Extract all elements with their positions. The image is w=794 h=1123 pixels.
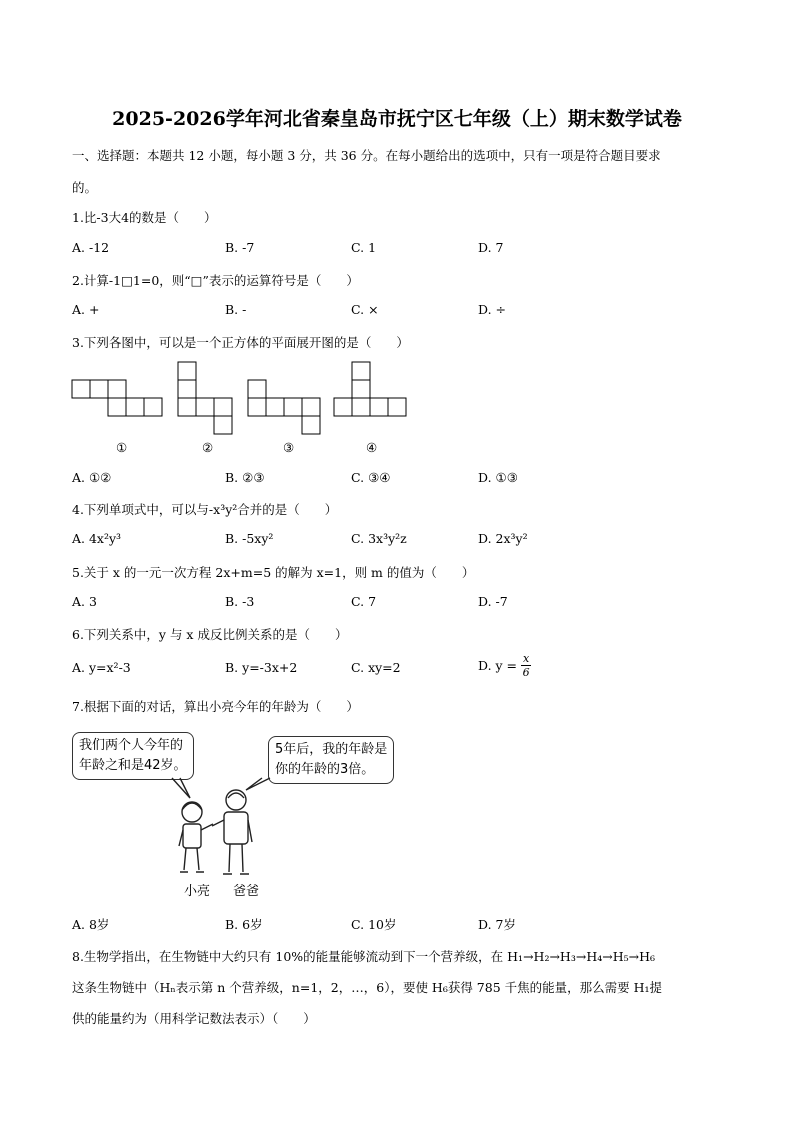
- question-5: 5.关于 x 的一元一次方程 2x+m=5 的解为 x=1，则 m 的值为（ ）: [72, 565, 475, 580]
- fraction-denominator: 6: [522, 666, 530, 679]
- net-label-3: ③: [283, 440, 295, 455]
- question-6: 6.下列关系中，y 与 x 成反比例关系的是（ ）: [72, 627, 348, 642]
- question-2: 2.计算-1□1=0，则“□”表示的运算符号是（ ）: [72, 273, 359, 288]
- q4-option-c: C. 3x³y²z: [351, 531, 407, 546]
- q2-option-a: A. +: [72, 302, 100, 317]
- speech-bubble-dad: 5年后，我的年龄是 你的年龄的3倍。: [268, 736, 394, 784]
- fraction: [521, 652, 531, 679]
- question-1: 1.比-3大4的数是（ ）: [72, 210, 217, 225]
- cube-net-figures: [70, 358, 410, 440]
- fraction-numerator: x: [523, 652, 530, 665]
- q6-option-b: B. y=-3x+2: [225, 660, 298, 675]
- section-heading-cont: 的。: [72, 180, 98, 195]
- q6-option-a: A. y=x²-3: [72, 660, 131, 675]
- question-3: 3.下列各图中，可以是一个正方体的平面展开图的是（ ）: [72, 335, 409, 350]
- q1-option-d: D. 7: [478, 240, 504, 255]
- question-8-cont-1: 这条生物链中（Hₙ表示第 n 个营养级，n=1，2，…，6），要使 H₆获得 785 千焦的能量，那么需要 H₁提: [72, 980, 663, 995]
- net-label-1: ①: [116, 440, 128, 455]
- q7-option-c: C. 10岁: [351, 917, 397, 932]
- speech-bubble-boy: 我们两个人今年的 年龄之和是42岁。: [72, 732, 194, 780]
- q3-option-c: C. ③④: [351, 470, 391, 485]
- q1-option-b: B. -7: [225, 240, 255, 255]
- q5-option-d: D. -7: [478, 594, 508, 609]
- boy-and-father-illustration: [150, 776, 290, 886]
- q4-option-d: D. 2x³y²: [478, 531, 528, 546]
- q4-option-b: B. -5xy²: [225, 531, 274, 546]
- question-4: 4.下列单项式中，可以与-x³y²合并的是（ ）: [72, 502, 338, 517]
- net-label-2: ②: [202, 440, 214, 455]
- q4-option-a: A. 4x²y³: [72, 531, 122, 546]
- question-8: 8.生物学指出，在生物链中大约只有 10%的能量能够流动到下一个营养级，在 H₁→H₂→H₃→H₄→H₅→H₆: [72, 949, 655, 964]
- label-xiaoliang: 小亮: [184, 884, 211, 899]
- question-8-cont-2: 供的能量约为（用科学记数法表示）（ ）: [72, 1011, 316, 1026]
- q6-option-d-prefix: D. y =: [478, 658, 518, 673]
- page-title: 2025-2026学年河北省秦皇岛市抚宁区七年级（上）期末数学试卷: [112, 108, 682, 130]
- q7-option-a: A. 8岁: [72, 917, 110, 932]
- q2-option-d: D. ÷: [478, 302, 506, 317]
- net-label-4: ④: [366, 440, 378, 455]
- q6-option-d: [478, 652, 531, 679]
- question-7: 7.根据下面的对话，算出小亮今年的年龄为（ ）: [72, 699, 359, 714]
- q5-option-a: A. 3: [72, 594, 97, 609]
- q6-option-c: C. xy=2: [351, 660, 401, 675]
- q3-option-b: B. ②③: [225, 470, 265, 485]
- q5-option-c: C. 7: [351, 594, 377, 609]
- label-dad: 爸爸: [233, 884, 260, 899]
- q5-option-b: B. -3: [225, 594, 255, 609]
- q7-option-d: D. 7岁: [478, 917, 516, 932]
- q2-option-b: B. -: [225, 302, 247, 317]
- q1-option-c: C. 1: [351, 240, 377, 255]
- q7-option-b: B. 6岁: [225, 917, 263, 932]
- section-heading: 一、选择题：本题共 12 小题，每小题 3 分，共 36 分。在每小题给出的选项中，只有一项是符合题目要求: [72, 148, 661, 163]
- q3-option-d: D. ①③: [478, 470, 518, 485]
- q1-option-a: A. -12: [72, 240, 110, 255]
- q2-option-c: C. ×: [351, 302, 379, 317]
- q3-option-a: A. ①②: [72, 470, 112, 485]
